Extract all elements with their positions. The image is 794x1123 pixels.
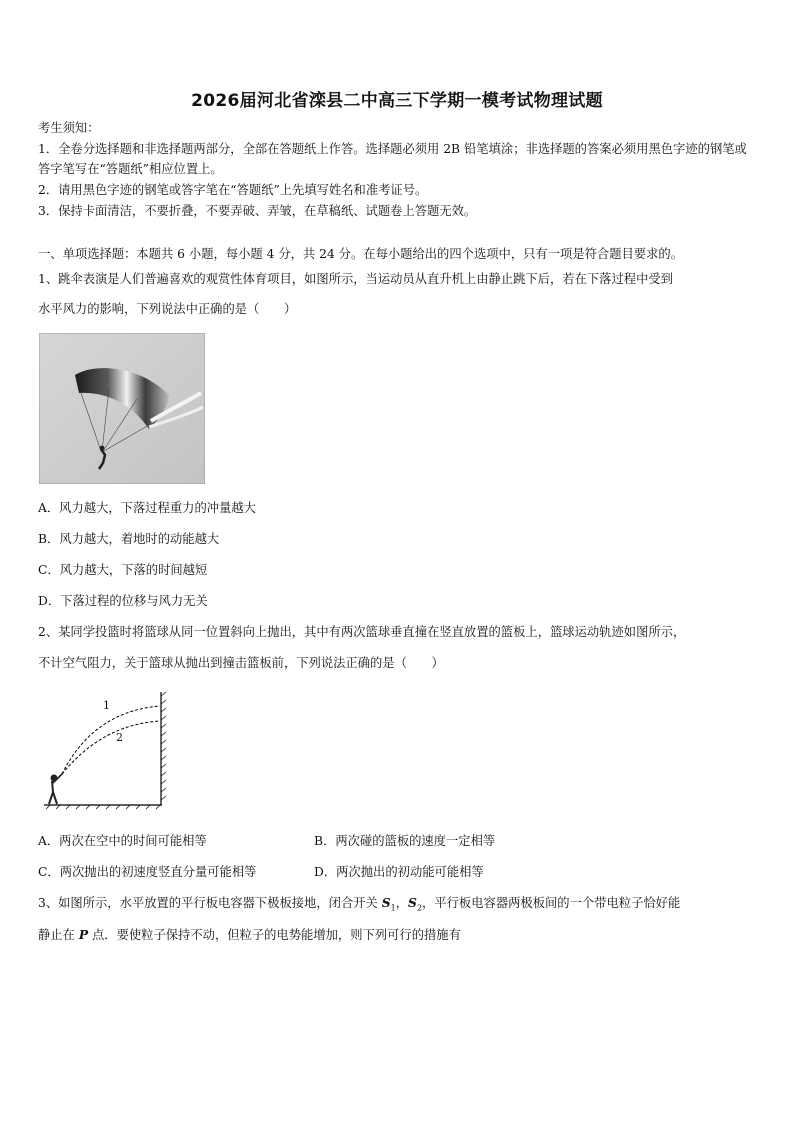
q2-option-a: A．两次在空中的时间可能相等 (38, 834, 207, 848)
q3-separator: ， (395, 896, 409, 910)
point-p-symbol: P (78, 927, 89, 942)
q2-option-c: C．两次抛出的初速度竖直分量可能相等 (38, 865, 257, 879)
switch-s2-subscript: 2 (416, 903, 423, 913)
q2-stem-line2: 不计空气阻力，关于篮球从抛出到撞击篮板前，下列说法正确的是（ ） (38, 656, 444, 670)
q2-option-b: B．两次碰的篮板的速度一定相等 (314, 834, 496, 848)
switch-s2-symbol: S (408, 895, 417, 910)
notice-heading: 考生须知： (38, 121, 100, 135)
switch-s1-subscript: 1 (390, 903, 396, 913)
q3-stem-text-d: 点．要使粒子保持不动，但粒子的电势能增加，则下列可行的措施有 (88, 928, 461, 942)
q1-option-b: B．风力越大，着地时的动能越大 (38, 532, 220, 546)
basketball-trajectory-figure (40, 688, 170, 810)
q3-stem-text-a: 3、如图所示，水平放置的平行板电容器下极板接地，闭合开关 (38, 896, 382, 910)
notice-item-2: 2．请用黑色字迹的钢笔或答字笔在“答题纸”上先填写姓名和准考证号。 (38, 183, 428, 197)
q3-stem-line1 (38, 894, 758, 917)
page-title: 2026届河北省滦县二中高三下学期一模考试物理试题 (191, 91, 603, 111)
q1-option-c: C．风力越大，下落的时间越短 (38, 563, 208, 577)
q2-option-d: D．两次抛出的初动能可能相等 (314, 865, 484, 879)
q1-stem-line1: 1、跳伞表演是人们普遍喜欢的观赏性体育项目，如图所示，当运动员从直升机上由静止跳下后，若在下落过程中受到 (38, 272, 673, 286)
trajectory-label-1: 1 (103, 699, 110, 712)
q3-stem-line2 (38, 926, 758, 944)
q1-option-d: D．下落过程的位移与风力无关 (38, 594, 208, 608)
q2-stem-line1: 2、某同学投篮时将篮球从同一位置斜向上抛出，其中有两次篮球垂直撞在竖直放置的篮板上，篮球运动轨迹如图所示， (38, 625, 686, 639)
parachute-photo (39, 333, 205, 484)
q3-stem-text-c: 静止在 (38, 928, 79, 942)
trajectory-label-2: 2 (116, 731, 123, 744)
q1-stem-line2: 水平风力的影响，下列说法中正确的是（ ） (38, 302, 297, 316)
notice-item-1: 1．全卷分选择题和非选择题两部分，全部在答题纸上作答。选择题必须用 2B 铅笔填涂；非选择题的答案必须用黑色字迹的钢笔或答字笔写在“答题纸”相应位置上。 (38, 142, 747, 176)
q3-stem-text-b: ，平行板电容器两极板间的一个带电粒子恰好能 (422, 896, 681, 910)
notice-item-3: 3．保持卡面清洁，不要折叠，不要弄破、弄皱，在草稿纸、试题卷上答题无效。 (38, 204, 477, 218)
switch-s1-symbol: S (381, 895, 391, 910)
section-heading: 一、单项选择题：本题共 6 小题，每小题 4 分，共 24 分。在每小题给出的四个选项中，只有一项是符合题目要求的。 (38, 247, 683, 261)
q1-option-a: A．风力越大，下落过程重力的冲量越大 (38, 501, 256, 515)
